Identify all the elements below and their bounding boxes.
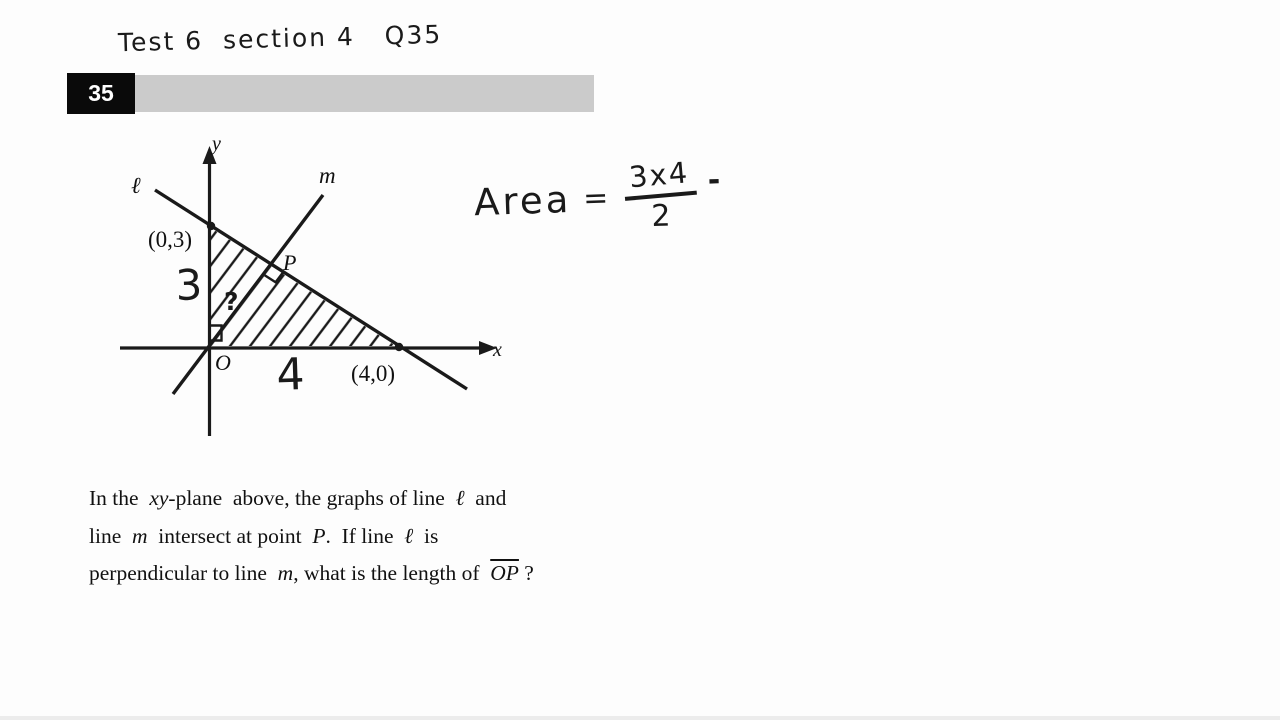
question-text-segment: -plane above, the graphs of line xyxy=(168,486,456,510)
question-text-segment: ? xyxy=(518,561,534,585)
x-intercept-dot xyxy=(395,343,403,351)
question-line xyxy=(89,480,609,518)
question-text-segment: xy xyxy=(149,486,169,510)
y-intercept-label: (0,3) xyxy=(148,227,193,252)
question-text-segment: ℓ xyxy=(404,523,414,548)
handwritten-unknown-mark: ? xyxy=(224,287,239,316)
question-header-bar xyxy=(135,75,594,112)
trailing-dash: - xyxy=(707,162,721,198)
scratch-work-area-formula xyxy=(473,156,722,241)
fraction xyxy=(623,157,698,235)
equals-sign: = xyxy=(582,179,613,216)
question-text-segment: In the xyxy=(89,486,150,510)
question-line xyxy=(89,518,609,556)
area-word: Area xyxy=(473,177,572,224)
question-text-segment: and xyxy=(464,486,507,510)
fraction-denominator: 2 xyxy=(650,198,672,235)
xy-plane-figure xyxy=(90,125,530,450)
axis-label-y: y xyxy=(212,133,221,155)
point-label-p: P xyxy=(283,250,297,275)
question-text-segment: m xyxy=(277,561,294,585)
question-text-segment: is xyxy=(413,523,439,548)
question-text-segment: line xyxy=(89,523,132,548)
question-text-segment: perpendicular to line xyxy=(89,561,278,585)
question-text-segment: m xyxy=(132,523,148,548)
question-number-text: 35 xyxy=(88,80,114,106)
question-line xyxy=(89,555,609,593)
handwritten-base-label: 4 xyxy=(275,349,306,401)
line-label-l: ℓ xyxy=(131,173,141,198)
question-text-segment: . If line xyxy=(325,523,405,548)
line-label-m: m xyxy=(319,163,336,188)
handwritten-title: Test 6 section 4 Q35 xyxy=(117,19,443,58)
question-text-segment: , what is the length of xyxy=(293,561,491,585)
question-text-segment: $\overline{OP}$ xyxy=(490,561,519,585)
question-text-segment: intersect at point xyxy=(147,523,313,548)
question-text xyxy=(89,480,609,593)
question-number-badge xyxy=(67,73,135,114)
y-intercept-dot xyxy=(207,222,215,230)
bottom-edge-strip xyxy=(0,716,1280,720)
origin-label: O xyxy=(215,350,231,375)
handwritten-height-label: 3 xyxy=(174,260,204,310)
fraction-numerator: 3x4 xyxy=(622,155,697,201)
question-text-segment: P xyxy=(312,523,326,548)
question-text-segment: ℓ xyxy=(455,486,465,510)
axis-label-x: x xyxy=(493,339,502,361)
x-intercept-label: (4,0) xyxy=(351,361,396,386)
